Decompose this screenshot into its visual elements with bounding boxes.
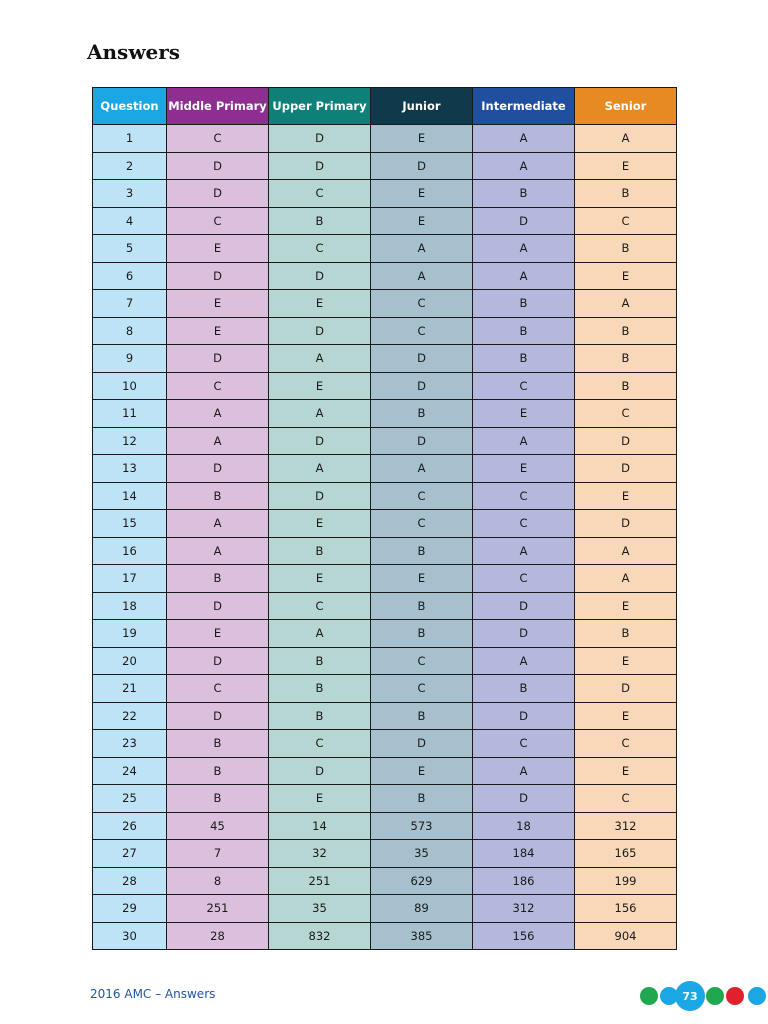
answer-cell: B xyxy=(371,592,473,620)
answer-cell: C xyxy=(473,565,575,593)
answer-cell: A xyxy=(167,510,269,538)
answer-cell: B xyxy=(371,702,473,730)
table-row xyxy=(93,510,677,538)
answer-cell: C xyxy=(473,510,575,538)
answer-cell: E xyxy=(269,290,371,318)
answer-cell: A xyxy=(473,647,575,675)
answer-cell: 7 xyxy=(167,840,269,868)
page-number-badge xyxy=(675,981,705,1011)
question-number-cell: 8 xyxy=(93,317,167,345)
answer-cell: A xyxy=(167,537,269,565)
question-number-cell: 11 xyxy=(93,400,167,428)
answer-cell: 385 xyxy=(371,922,473,950)
answer-cell: 45 xyxy=(167,812,269,840)
answer-cell: C xyxy=(371,675,473,703)
answer-cell: D xyxy=(167,180,269,208)
answer-cell: B xyxy=(473,290,575,318)
answer-cell: 573 xyxy=(371,812,473,840)
table-row xyxy=(93,702,677,730)
answer-cell: D xyxy=(371,730,473,758)
answer-cell: D xyxy=(371,345,473,373)
answer-cell: D xyxy=(371,427,473,455)
table-row xyxy=(93,207,677,235)
page-decoration xyxy=(640,981,768,1011)
answer-cell: D xyxy=(473,702,575,730)
answer-cell: A xyxy=(473,125,575,153)
table-row xyxy=(93,345,677,373)
question-number-cell: 9 xyxy=(93,345,167,373)
answer-cell: B xyxy=(269,675,371,703)
table-row xyxy=(93,922,677,950)
answer-cell: A xyxy=(167,427,269,455)
question-number-cell: 27 xyxy=(93,840,167,868)
answer-cell: D xyxy=(575,510,677,538)
answer-cell: D xyxy=(269,125,371,153)
answer-cell: D xyxy=(167,345,269,373)
answer-cell: 89 xyxy=(371,895,473,923)
page-title: Answers xyxy=(87,40,181,64)
question-number-cell: 23 xyxy=(93,730,167,758)
table-row xyxy=(93,537,677,565)
answer-cell: D xyxy=(167,455,269,483)
answer-cell: B xyxy=(167,785,269,813)
answer-cell: A xyxy=(473,537,575,565)
answer-cell: 199 xyxy=(575,867,677,895)
question-number-cell: 24 xyxy=(93,757,167,785)
answer-cell: 832 xyxy=(269,922,371,950)
answer-cell: B xyxy=(575,235,677,263)
answer-cell: C xyxy=(269,592,371,620)
answer-cell: 904 xyxy=(575,922,677,950)
header-junior: Junior xyxy=(371,88,473,125)
question-number-cell: 6 xyxy=(93,262,167,290)
answer-cell: E xyxy=(575,702,677,730)
answer-cell: A xyxy=(473,262,575,290)
answer-cell: D xyxy=(371,372,473,400)
question-number-cell: 29 xyxy=(93,895,167,923)
answer-cell: E xyxy=(167,620,269,648)
answer-cell: D xyxy=(167,592,269,620)
table-row xyxy=(93,840,677,868)
answer-cell: B xyxy=(371,537,473,565)
question-number-cell: 13 xyxy=(93,455,167,483)
answer-cell: D xyxy=(473,785,575,813)
question-number-cell: 5 xyxy=(93,235,167,263)
answer-cell: E xyxy=(269,565,371,593)
answer-cell: A xyxy=(167,400,269,428)
question-number-cell: 10 xyxy=(93,372,167,400)
answer-cell: 35 xyxy=(269,895,371,923)
answer-cell: E xyxy=(167,317,269,345)
answer-cell: D xyxy=(575,455,677,483)
decorative-dot xyxy=(640,987,658,1005)
question-number-cell: 26 xyxy=(93,812,167,840)
answer-cell: 629 xyxy=(371,867,473,895)
answer-cell: E xyxy=(575,152,677,180)
answer-cell: E xyxy=(371,207,473,235)
answer-cell: D xyxy=(167,262,269,290)
answer-cell: C xyxy=(575,400,677,428)
question-number-cell: 7 xyxy=(93,290,167,318)
answer-cell: A xyxy=(575,290,677,318)
answer-cell: 18 xyxy=(473,812,575,840)
answer-cell: D xyxy=(269,152,371,180)
answer-cell: E xyxy=(575,757,677,785)
question-number-cell: 14 xyxy=(93,482,167,510)
answer-cell: C xyxy=(371,510,473,538)
answer-cell: E xyxy=(473,400,575,428)
answer-cell: D xyxy=(269,317,371,345)
decorative-dot xyxy=(706,987,724,1005)
table-row xyxy=(93,592,677,620)
answer-cell: E xyxy=(167,290,269,318)
answer-cell: B xyxy=(371,785,473,813)
answer-cell: E xyxy=(371,565,473,593)
answer-cell: D xyxy=(269,427,371,455)
answer-cell: A xyxy=(371,455,473,483)
answer-cell: D xyxy=(269,757,371,785)
header-upper-primary: Upper Primary xyxy=(269,88,371,125)
answer-cell: C xyxy=(473,730,575,758)
question-number-cell: 18 xyxy=(93,592,167,620)
answer-cell: E xyxy=(371,180,473,208)
question-number-cell: 25 xyxy=(93,785,167,813)
answer-cell: E xyxy=(473,455,575,483)
decorative-dot xyxy=(748,987,766,1005)
question-number-cell: 3 xyxy=(93,180,167,208)
answer-cell: 32 xyxy=(269,840,371,868)
table-row xyxy=(93,455,677,483)
answer-cell: A xyxy=(371,235,473,263)
answer-cell: 8 xyxy=(167,867,269,895)
answer-cell: A xyxy=(473,152,575,180)
table-row xyxy=(93,262,677,290)
answer-cell: D xyxy=(167,647,269,675)
answer-cell: 156 xyxy=(473,922,575,950)
header-question: Question xyxy=(93,88,167,125)
answer-cell: 312 xyxy=(473,895,575,923)
answer-cell: E xyxy=(269,510,371,538)
answer-cell: C xyxy=(575,207,677,235)
answer-cell: D xyxy=(269,262,371,290)
answer-cell: 251 xyxy=(269,867,371,895)
answer-cell: 186 xyxy=(473,867,575,895)
answer-cell: A xyxy=(473,235,575,263)
answer-cell: B xyxy=(473,317,575,345)
answer-cell: B xyxy=(575,345,677,373)
header-intermediate: Intermediate xyxy=(473,88,575,125)
answer-cell: C xyxy=(167,125,269,153)
answer-cell: E xyxy=(269,785,371,813)
answer-cell: B xyxy=(371,620,473,648)
answer-cell: E xyxy=(575,262,677,290)
question-number-cell: 20 xyxy=(93,647,167,675)
table-row xyxy=(93,867,677,895)
answer-cell: C xyxy=(269,730,371,758)
answer-cell: B xyxy=(371,400,473,428)
answer-cell: B xyxy=(167,757,269,785)
answer-cell: C xyxy=(371,482,473,510)
table-row xyxy=(93,235,677,263)
answer-cell: B xyxy=(473,675,575,703)
answer-cell: 35 xyxy=(371,840,473,868)
page-number: 73 xyxy=(682,989,698,1003)
answer-cell: A xyxy=(269,345,371,373)
answer-cell: B xyxy=(473,180,575,208)
answer-cell: E xyxy=(167,235,269,263)
answer-cell: C xyxy=(371,290,473,318)
answer-cell: B xyxy=(575,317,677,345)
answer-cell: D xyxy=(167,152,269,180)
footer-label: 2016 AMC – Answers xyxy=(90,987,216,1001)
answer-cell: B xyxy=(167,565,269,593)
question-number-cell: 2 xyxy=(93,152,167,180)
answer-cell: C xyxy=(371,647,473,675)
table-row xyxy=(93,482,677,510)
question-number-cell: 21 xyxy=(93,675,167,703)
table-row xyxy=(93,180,677,208)
answer-cell: A xyxy=(575,125,677,153)
table-row xyxy=(93,895,677,923)
answer-cell: C xyxy=(269,180,371,208)
table-row xyxy=(93,125,677,153)
answer-cell: B xyxy=(269,647,371,675)
answer-cell: B xyxy=(575,180,677,208)
header-senior: Senior xyxy=(575,88,677,125)
answer-cell: C xyxy=(167,207,269,235)
answer-cell: E xyxy=(575,482,677,510)
decorative-dot xyxy=(726,987,744,1005)
table-row xyxy=(93,730,677,758)
answer-cell: E xyxy=(269,372,371,400)
answer-cell: D xyxy=(269,482,371,510)
answer-cell: 184 xyxy=(473,840,575,868)
answer-cell: E xyxy=(575,592,677,620)
question-number-cell: 28 xyxy=(93,867,167,895)
answer-cell: A xyxy=(473,757,575,785)
answer-cell: A xyxy=(575,565,677,593)
table-row xyxy=(93,675,677,703)
answer-cell: C xyxy=(269,235,371,263)
answer-cell: E xyxy=(575,647,677,675)
answer-cell: 251 xyxy=(167,895,269,923)
table-row xyxy=(93,785,677,813)
answer-cell: 14 xyxy=(269,812,371,840)
answer-cell: A xyxy=(269,455,371,483)
answer-cell: D xyxy=(575,427,677,455)
table-row xyxy=(93,152,677,180)
table-row xyxy=(93,427,677,455)
question-number-cell: 17 xyxy=(93,565,167,593)
answer-cell: D xyxy=(575,675,677,703)
answer-cell: C xyxy=(575,730,677,758)
table-row xyxy=(93,372,677,400)
table-row xyxy=(93,757,677,785)
question-number-cell: 30 xyxy=(93,922,167,950)
header-middle-primary: Middle Primary xyxy=(167,88,269,125)
table-body xyxy=(93,125,677,950)
answer-cell: A xyxy=(575,537,677,565)
table-row xyxy=(93,620,677,648)
answer-cell: B xyxy=(575,620,677,648)
table-row xyxy=(93,647,677,675)
question-number-cell: 1 xyxy=(93,125,167,153)
question-number-cell: 12 xyxy=(93,427,167,455)
answer-cell: B xyxy=(167,730,269,758)
answer-cell: E xyxy=(371,757,473,785)
answer-cell: B xyxy=(575,372,677,400)
table-row xyxy=(93,290,677,318)
answer-cell: D xyxy=(371,152,473,180)
question-number-cell: 22 xyxy=(93,702,167,730)
answer-cell: B xyxy=(167,482,269,510)
answer-cell: 312 xyxy=(575,812,677,840)
answer-cell: A xyxy=(371,262,473,290)
answer-cell: D xyxy=(473,620,575,648)
answers-table xyxy=(92,87,677,950)
answer-cell: 156 xyxy=(575,895,677,923)
answer-cell: B xyxy=(269,537,371,565)
question-number-cell: 16 xyxy=(93,537,167,565)
table-header-row xyxy=(93,88,677,125)
answer-cell: C xyxy=(167,372,269,400)
answer-cell: D xyxy=(473,592,575,620)
answer-cell: B xyxy=(269,702,371,730)
answer-cell: D xyxy=(167,702,269,730)
answer-cell: D xyxy=(473,207,575,235)
answer-cell: C xyxy=(575,785,677,813)
question-number-cell: 4 xyxy=(93,207,167,235)
answer-cell: 28 xyxy=(167,922,269,950)
table-row xyxy=(93,317,677,345)
answer-cell: C xyxy=(473,372,575,400)
answer-cell: C xyxy=(473,482,575,510)
answer-cell: C xyxy=(371,317,473,345)
question-number-cell: 19 xyxy=(93,620,167,648)
table-row xyxy=(93,812,677,840)
question-number-cell: 15 xyxy=(93,510,167,538)
answer-cell: A xyxy=(269,620,371,648)
table-row xyxy=(93,400,677,428)
answer-cell: B xyxy=(473,345,575,373)
answer-cell: A xyxy=(269,400,371,428)
answer-cell: 165 xyxy=(575,840,677,868)
answer-cell: E xyxy=(371,125,473,153)
answer-cell: A xyxy=(473,427,575,455)
answer-cell: B xyxy=(269,207,371,235)
answer-cell: C xyxy=(167,675,269,703)
table-row xyxy=(93,565,677,593)
